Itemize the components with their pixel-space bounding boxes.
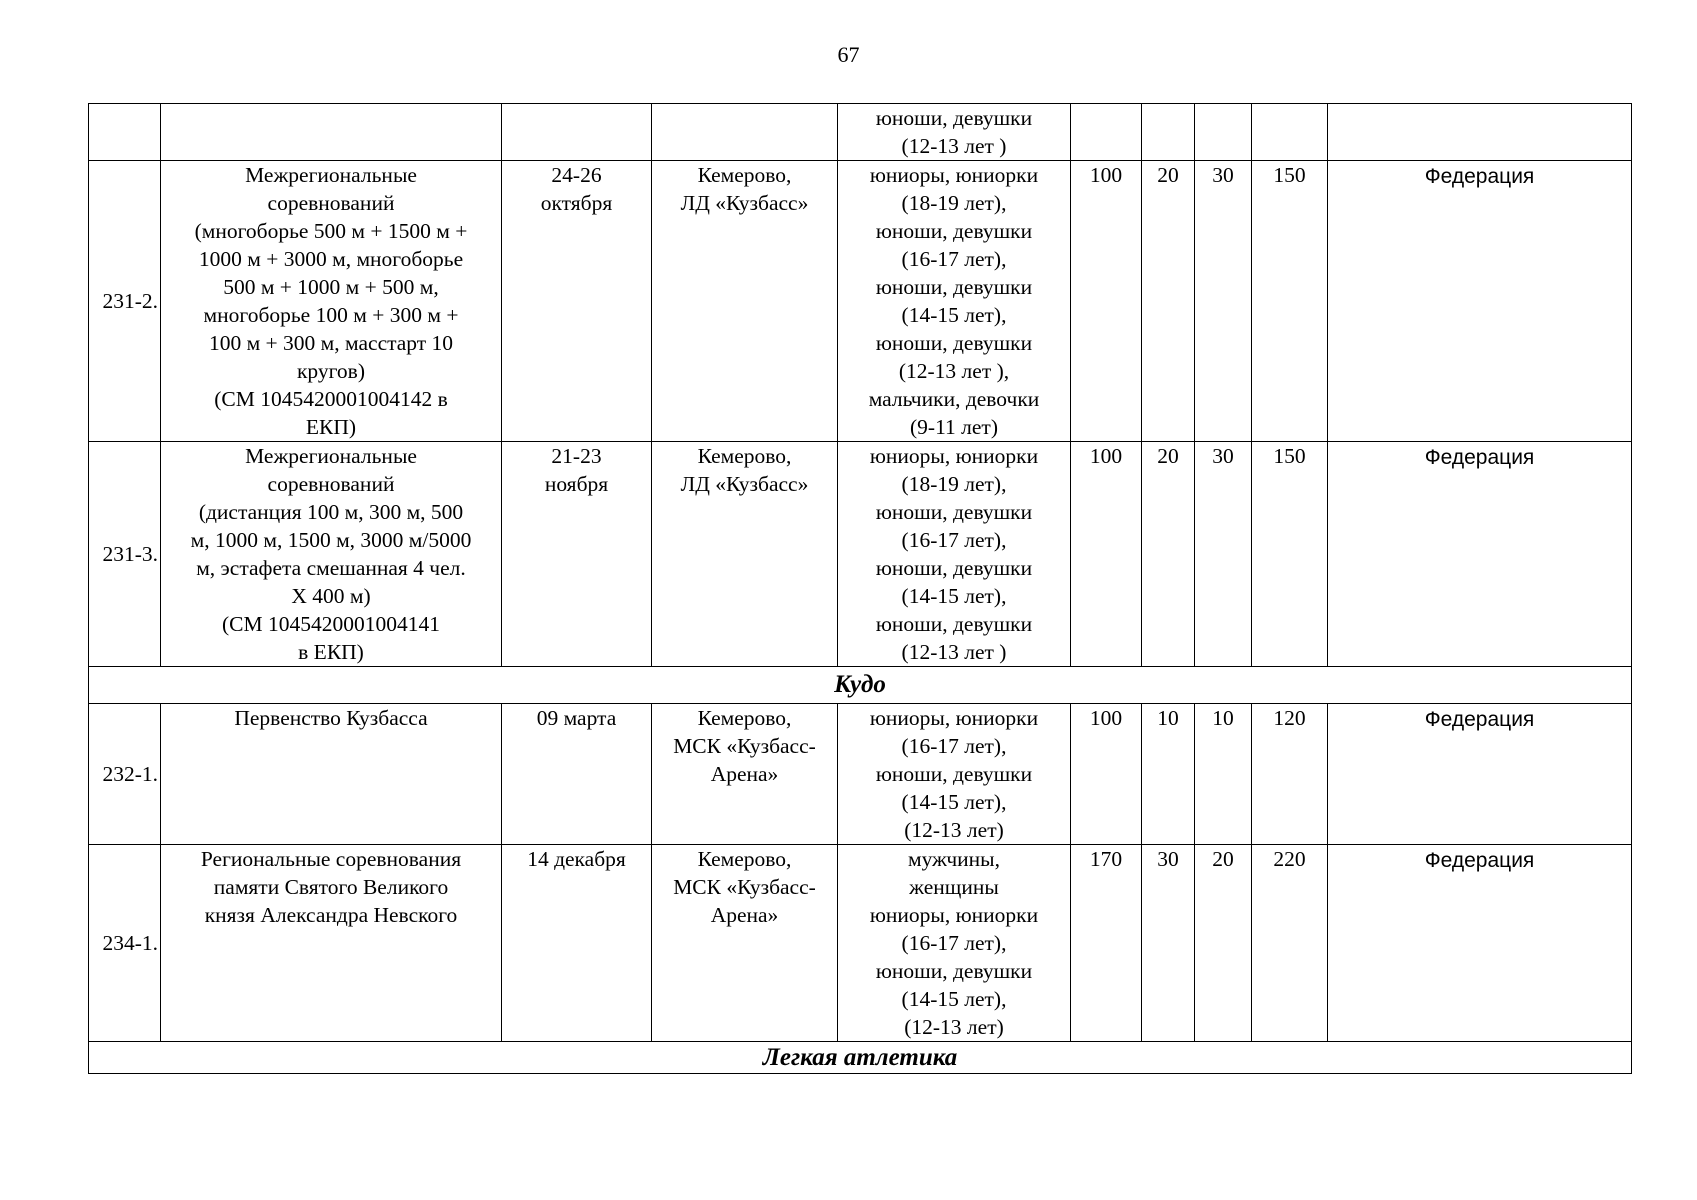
count-2 [1142, 104, 1195, 161]
events-table [88, 103, 1632, 1074]
count-3: 30 [1195, 442, 1252, 667]
count-3 [1195, 104, 1252, 161]
count-3: 30 [1195, 161, 1252, 442]
event-name: Межрегиональные соревнований (многоборье 500 м + 1500 м + 1000 м + 3000 м, многоборье 500 м + 1000 м + 500 м, многоборье 100 м + 300 м + 100 м + 300 м, масстарт 10 кругов) (СМ 1045420001004142 в ЕКП) [161, 161, 502, 442]
count-total: 150 [1252, 161, 1328, 442]
table-row [89, 442, 1632, 667]
row-number: 234-1. [89, 845, 161, 1042]
section-title-athletics: Легкая атлетика [89, 1042, 1632, 1074]
event-participants: юниоры, юниорки (18-19 лет), юноши, девушки (16-17 лет), юноши, девушки (14-15 лет), юноши, девушки (12-13 лет ) [838, 442, 1071, 667]
count-2: 20 [1142, 442, 1195, 667]
count-1: 100 [1071, 704, 1142, 845]
count-total: 220 [1252, 845, 1328, 1042]
count-1: 100 [1071, 161, 1142, 442]
event-dates: 21-23 ноября [502, 442, 652, 667]
section-title-kudo: Кудо [89, 667, 1632, 704]
event-organizer: Федерация [1328, 845, 1632, 1042]
event-dates: 24-26 октября [502, 161, 652, 442]
event-participants: юниоры, юниорки (16-17 лет), юноши, девушки (14-15 лет), (12-13 лет) [838, 704, 1071, 845]
event-name [161, 104, 502, 161]
table-row [89, 704, 1632, 845]
count-1 [1071, 104, 1142, 161]
event-participants: мужчины, женщины юниоры, юниорки (16-17 лет), юноши, девушки (14-15 лет), (12-13 лет) [838, 845, 1071, 1042]
event-place [652, 104, 838, 161]
count-1: 170 [1071, 845, 1142, 1042]
row-number [89, 104, 161, 161]
event-place: Кемерово, МСК «Кузбасс- Арена» [652, 845, 838, 1042]
table-row [89, 845, 1632, 1042]
event-place: Кемерово, ЛД «Кузбасс» [652, 161, 838, 442]
event-organizer: Федерация [1328, 704, 1632, 845]
event-organizer: Федерация [1328, 161, 1632, 442]
event-dates [502, 104, 652, 161]
count-2: 20 [1142, 161, 1195, 442]
event-name: Межрегиональные соревнований (дистанция 100 м, 300 м, 500 м, 1000 м, 1500 м, 3000 м/5000 м, эстафета смешанная 4 чел. X 400 м) (СМ 1045420001004141 в ЕКП) [161, 442, 502, 667]
event-name: Региональные соревнования памяти Святого Великого князя Александра Невского [161, 845, 502, 1042]
count-1: 100 [1071, 442, 1142, 667]
count-3: 20 [1195, 845, 1252, 1042]
event-dates: 14 декабря [502, 845, 652, 1042]
count-total: 120 [1252, 704, 1328, 845]
count-2: 10 [1142, 704, 1195, 845]
table-row [89, 161, 1632, 442]
event-dates: 09 марта [502, 704, 652, 845]
row-number: 232-1. [89, 704, 161, 845]
row-number: 231-2. [89, 161, 161, 442]
section-header-row [89, 1042, 1632, 1074]
page-number: 67 [837, 42, 860, 67]
row-number: 231-3. [89, 442, 161, 667]
table-row [89, 104, 1632, 161]
count-2: 30 [1142, 845, 1195, 1042]
event-organizer: Федерация [1328, 442, 1632, 667]
count-total: 150 [1252, 442, 1328, 667]
count-total [1252, 104, 1328, 161]
event-participants: юниоры, юниорки (18-19 лет), юноши, девушки (16-17 лет), юноши, девушки (14-15 лет), юноши, девушки (12-13 лет ), мальчики, девочки (9-11 лет) [838, 161, 1071, 442]
section-header-row [89, 667, 1632, 704]
event-organizer [1328, 104, 1632, 161]
event-participants: юноши, девушки (12-13 лет ) [838, 104, 1071, 161]
event-place: Кемерово, ЛД «Кузбасс» [652, 442, 838, 667]
count-3: 10 [1195, 704, 1252, 845]
event-name: Первенство Кузбасса [161, 704, 502, 845]
event-place: Кемерово, МСК «Кузбасс- Арена» [652, 704, 838, 845]
